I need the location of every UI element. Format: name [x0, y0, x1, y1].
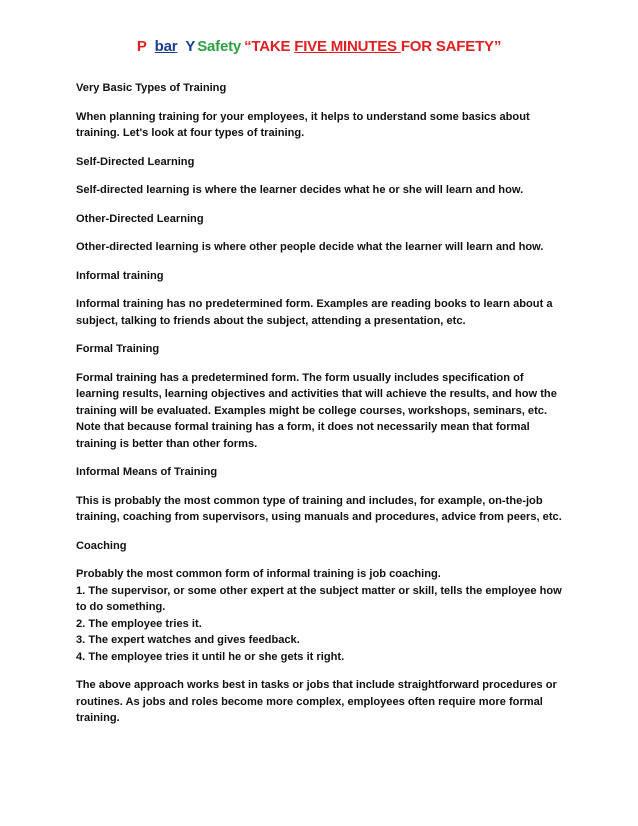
self-directed-heading: Self-Directed Learning	[76, 155, 195, 168]
closing-paragraph: The above approach works best in tasks or jobs that include straightforward procedures or routines. As jobs and roles become more complex, employees often require more formal training.	[76, 679, 557, 724]
document-title: Very Basic Types of Training	[76, 82, 227, 94]
informal-means-heading: Informal Means of Training	[76, 466, 218, 478]
informal-paragraph: Informal training has no predetermined form. Examples are reading books to learn about a subject, talking to friends about the subject, attending a presentation, etc.	[76, 298, 553, 327]
self-directed-paragraph: Self-directed learning is where the learner decides what he or she will learn and how.	[76, 184, 524, 196]
header-y: Y	[185, 38, 196, 55]
coaching-line: Probably the most common form of informal training is job coaching.	[76, 568, 441, 580]
header-p: P	[136, 38, 147, 55]
other-directed-heading: Other-Directed Learning	[76, 212, 204, 225]
document-body	[76, 80, 568, 739]
formal-paragraph: Formal training has a predetermined form. The form usually includes specification of learning results, learning objectives and activities that will achieve the results, and how the training will be evaluated. Examples might be college courses, workshops, seminars, etc. Note that because formal training has a form, it does not necessarily mean that formal training is better than other forms.	[76, 371, 557, 450]
other-directed-paragraph: Other-directed learning is where other people decide what the learner will learn and how.	[76, 241, 544, 253]
coaching-line: 4. The employee tries it until he or she gets it right.	[76, 650, 345, 663]
coaching-line: 1. The supervisor, or some other expert at the subject matter or skill, tells the employee how to do something.	[76, 584, 562, 613]
formal-heading: Formal Training	[76, 343, 160, 355]
header-for-safety: FOR SAFETY”	[400, 38, 502, 55]
informal-heading: Informal training	[76, 269, 164, 282]
coaching-line: 2. The employee tries it.	[76, 617, 202, 630]
informal-means-paragraph: This is probably the most common type of training and includes, for example, on-the-job training, coaching from supervisors, using manuals and procedures, advice from peers, etc.	[76, 494, 562, 523]
header-five-minutes: FIVE MINUTES	[294, 38, 401, 55]
header-bar: bar	[154, 38, 178, 55]
header-take: “TAKE	[244, 38, 295, 55]
page-header	[0, 38, 638, 55]
intro-paragraph: When planning training for your employees, it helps to understand some basics about training. Let's look at four types of training.	[76, 110, 530, 139]
coaching-heading: Coaching	[76, 539, 127, 552]
header-safety: Safety	[197, 38, 242, 55]
coaching-line: 3. The expert watches and gives feedback.	[76, 634, 300, 646]
coaching-paragraph	[76, 566, 568, 665]
